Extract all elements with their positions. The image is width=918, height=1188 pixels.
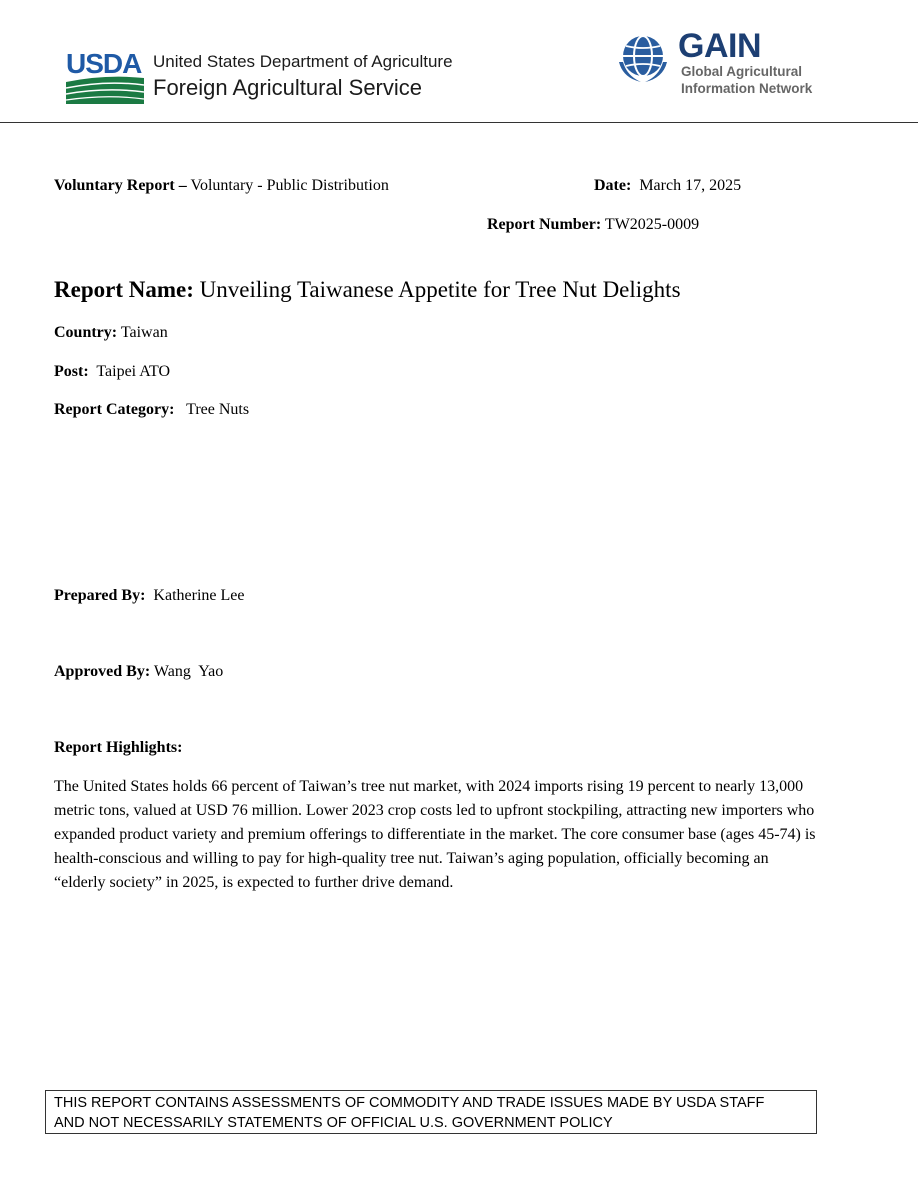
usda-wordmark: USDA	[66, 48, 142, 79]
disclaimer-box	[45, 1090, 817, 1134]
disclaimer-line1: THIS REPORT CONTAINS ASSESSMENTS OF COMMODITY AND TRADE ISSUES MADE BY USDA STAFF	[54, 1095, 765, 1111]
prepared-by	[54, 586, 244, 606]
gain-title: GAIN	[678, 27, 761, 65]
gain-subtitle-line1: Global Agricultural	[681, 64, 803, 79]
approved-label: Approved By:	[54, 663, 151, 680]
agency-service: Foreign Agricultural Service	[153, 75, 423, 100]
report-date	[594, 176, 741, 196]
post-value: Taipei ATO	[96, 363, 171, 380]
report-post	[54, 362, 170, 382]
category-label: Report Category:	[54, 401, 175, 418]
post-label: Post:	[54, 363, 89, 380]
country-label: Country:	[54, 324, 118, 341]
disclaimer-line2: AND NOT NECESSARILY STATEMENTS OF OFFICIAL U.S. GOVERNMENT POLICY	[54, 1115, 613, 1131]
report-number-value: TW2025-0009	[604, 216, 700, 233]
globe-icon	[617, 32, 669, 84]
report-type	[54, 176, 389, 196]
highlights-heading: Report Highlights:	[54, 739, 183, 756]
approved-by	[54, 662, 223, 682]
report-name	[54, 276, 681, 304]
prepared-value: Katherine Lee	[153, 587, 245, 604]
approved-value: Wang Yao	[153, 663, 224, 680]
report-date-label: Date:	[594, 177, 632, 194]
agency-name: United States Department of Agriculture	[153, 52, 453, 71]
report-name-label: Report Name:	[54, 277, 194, 302]
report-name-value: Unveiling Taiwanese Appetite for Tree Nut Delights	[199, 277, 681, 302]
prepared-label: Prepared By:	[54, 587, 146, 604]
report-type-label: Voluntary Report –	[54, 177, 187, 194]
highlights-text: The United States holds 66 percent of Taiwan’s tree nut market, with 2024 imports rising 19 percent to nearly 13,000 metric tons, valued at USD 76 million. Lower 2023 crop costs led to upfront stockpiling, attracting new importers who expanded product variety and premium offerings to differentiate in the market. The core consumer base (ages 45-74) is health-conscious and willing to pay for high-quality tree nut. Taiwan’s aging population, officially becoming an “elderly society” in 2025, is expected to further drive demand.	[54, 778, 816, 891]
category-value: Tree Nuts	[186, 401, 250, 418]
country-value: Taiwan	[120, 324, 168, 341]
report-country	[54, 323, 168, 343]
report-number	[487, 215, 699, 235]
report-category	[54, 400, 249, 420]
gain-subtitle-line2: Information Network	[681, 81, 813, 96]
report-type-value: Voluntary - Public Distribution	[190, 177, 389, 194]
header-divider	[0, 122, 918, 123]
report-number-label: Report Number:	[487, 216, 602, 233]
report-date-value: March 17, 2025	[639, 177, 742, 194]
